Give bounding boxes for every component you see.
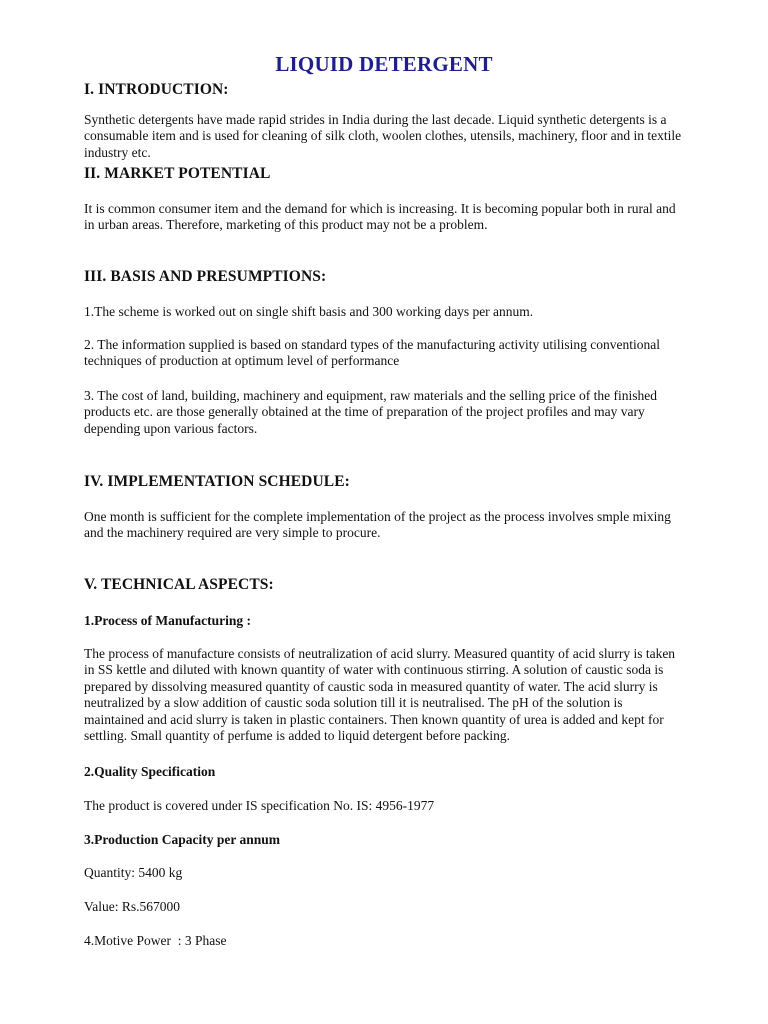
section-heading-technical-aspects: V. TECHNICAL ASPECTS:: [84, 576, 274, 593]
implementation-paragraph: One month is sufficient for the complete implementation of the project as the process involves smple mixing and the machinery required are very simple to procure.: [84, 509, 671, 541]
production-quantity: Quantity: 5400 kg: [84, 865, 183, 880]
motive-power: 4.Motive Power : 3 Phase: [84, 933, 227, 948]
section-heading-basis-presumptions: III. BASIS AND PRESUMPTIONS:: [84, 268, 327, 285]
basis-item-1: 1.The scheme is worked out on single shift basis and 300 working days per annum.: [84, 304, 534, 319]
quality-paragraph: The product is covered under IS specification No. IS: 4956-1977: [84, 798, 435, 813]
basis-item-3: 3. The cost of land, building, machinery and equipment, raw materials and the selling price of the finished products etc. are those generally obtained at the time of preparation of the project profiles and may vary depending upon various factors.: [84, 388, 657, 436]
introduction-paragraph: Synthetic detergents have made rapid strides in India during the last decade. Liquid synthetic detergents is a consumable item and is used for cleaning of silk cloth, woolen clothes, utensils, machinery, floor and in textile industry etc.: [84, 112, 682, 160]
market-potential-paragraph: It is common consumer item and the demand for which is increasing. It is becoming popular both in rural and in urban areas. Therefore, marketing of this product may not be a problem.: [84, 201, 676, 233]
subheading-process-of-manufacturing: 1.Process of Manufacturing :: [84, 613, 251, 628]
process-paragraph: The process of manufacture consists of neutralization of acid slurry. Measured quantity of acid slurry is taken in SS kettle and diluted with known quantity of water with continuous stirring. A solution of caustic soda is prepared by dissolving measured quantity of caustic soda in measured quantity of water. The acid slurry is neutralized by a slow addition of caustic soda solution till it is neutralised. The pH of the solution is maintained and acid slurry is taken in plastic containers. Then known quantity of urea is added and kept for settling. Small quantity of perfume is added to liquid detergent before packing.: [84, 646, 676, 744]
subheading-quality-specification: 2.Quality Specification: [84, 764, 216, 779]
section-heading-implementation-schedule: IV. IMPLEMENTATION SCHEDULE:: [84, 473, 350, 490]
basis-item-2: 2. The information supplied is based on standard types of the manufacturing activity utilising conventional techniques of production at optimum level of performance: [84, 337, 661, 369]
section-heading-market-potential: II. MARKET POTENTIAL: [84, 165, 271, 182]
subheading-production-capacity: 3.Production Capacity per annum: [84, 832, 281, 847]
document-title: LIQUID DETERGENT: [275, 52, 493, 76]
section-heading-introduction: I. INTRODUCTION:: [84, 81, 229, 98]
production-value: Value: Rs.567000: [84, 899, 180, 914]
